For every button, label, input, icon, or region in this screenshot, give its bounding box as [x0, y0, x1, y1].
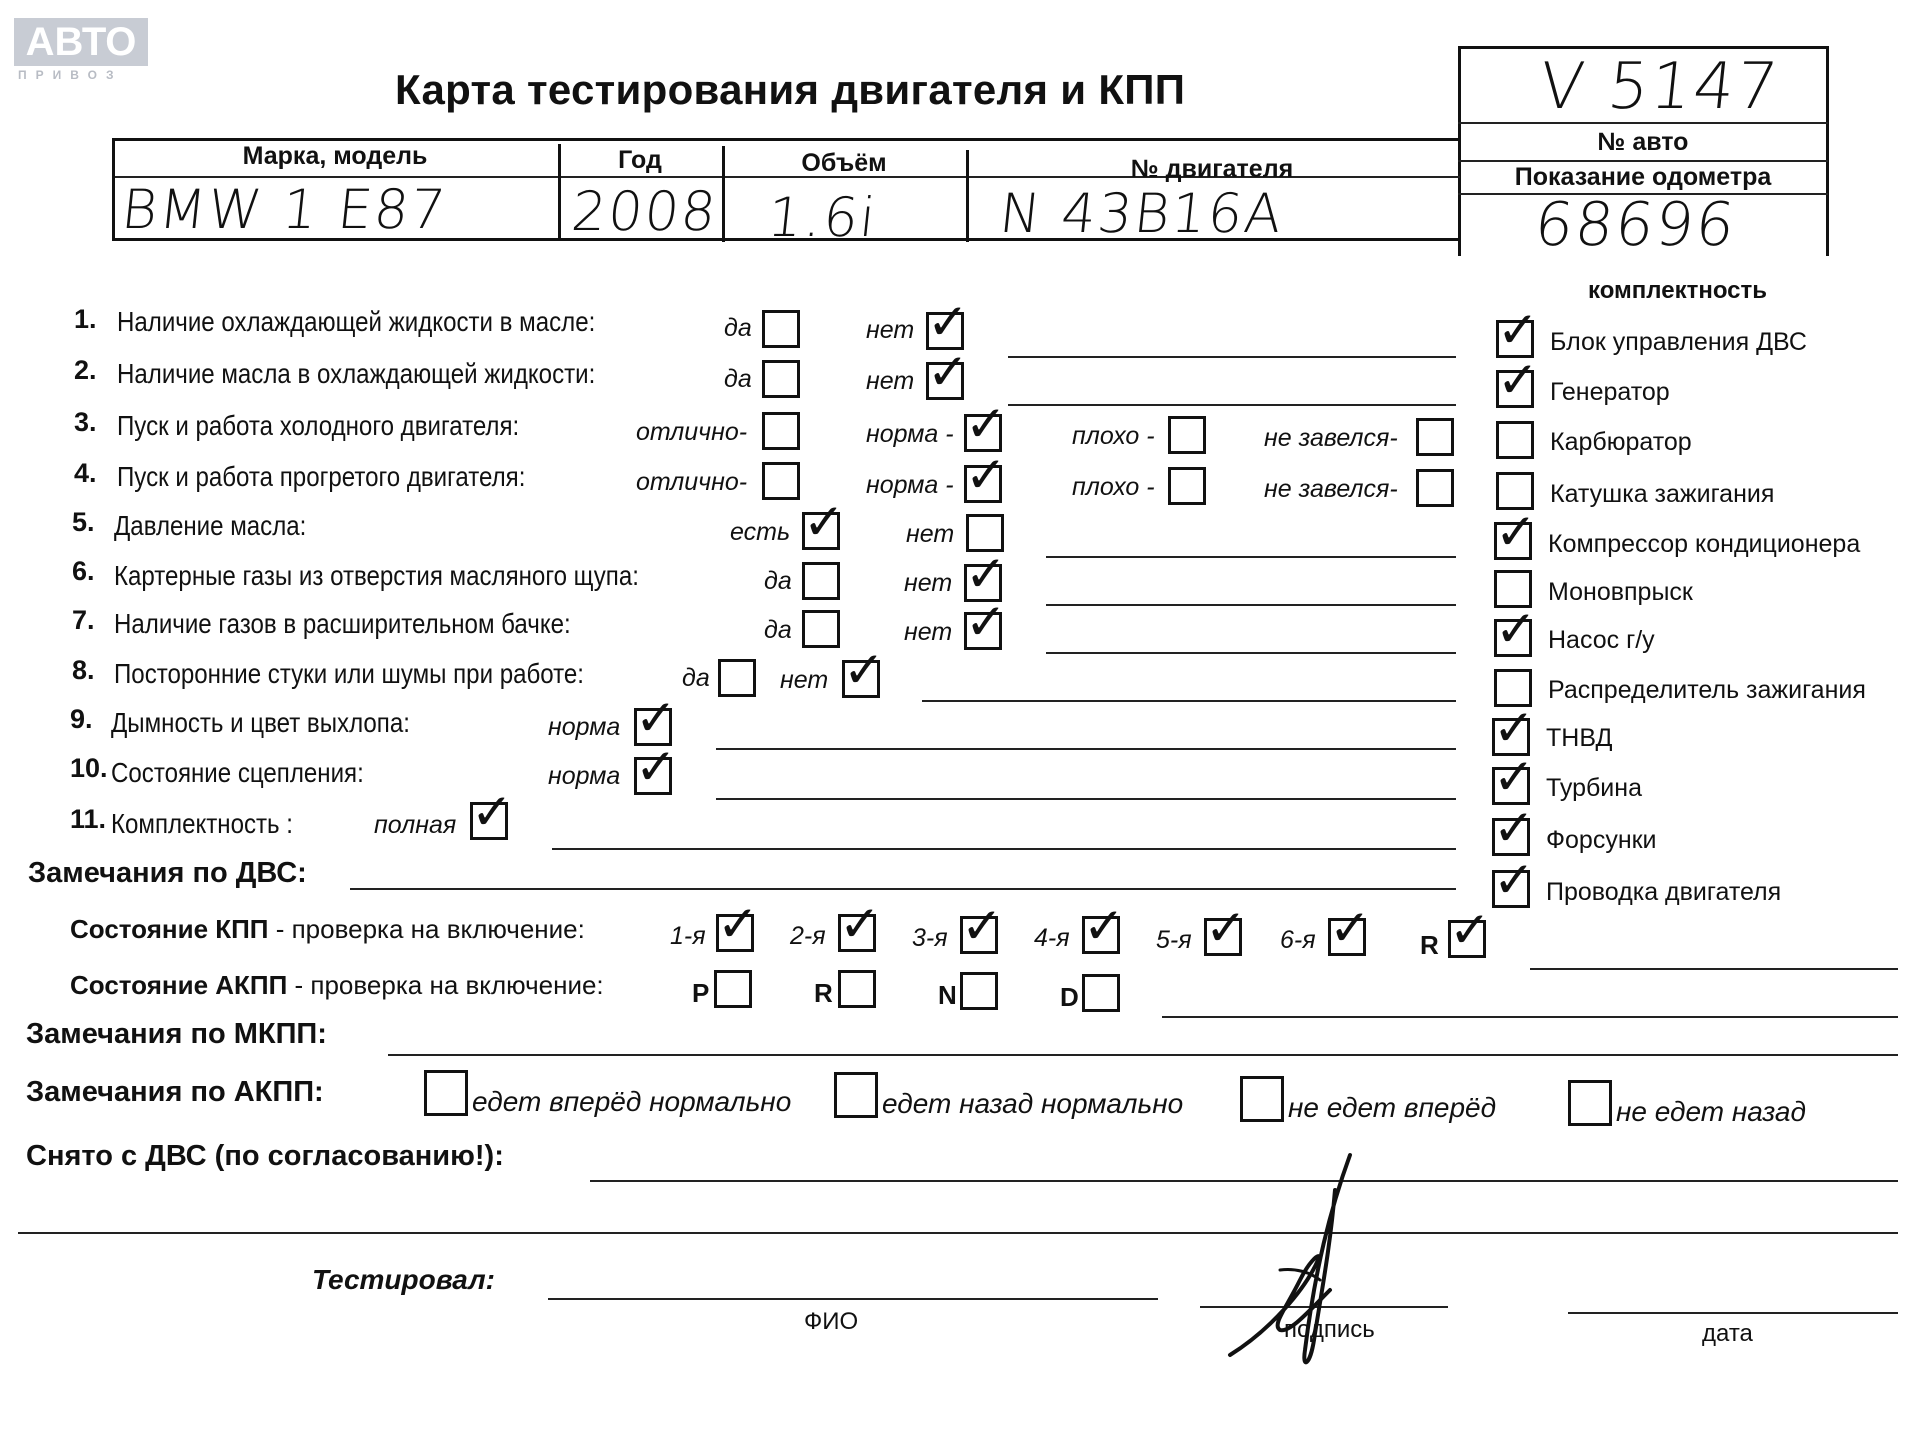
option-label: плохо - [1072, 422, 1155, 450]
kit-title: комплектность [1588, 277, 1768, 304]
question-text: Пуск и работа холодного двигателя: [117, 410, 520, 441]
gear-6-checkbox[interactable] [1328, 918, 1366, 956]
kit-checkbox[interactable] [1496, 370, 1534, 408]
question-number: 8. [72, 655, 95, 685]
question-number: 6. [72, 556, 95, 586]
akpp-option-label: не едет вперёд [1288, 1092, 1497, 1123]
engine-no-value: N 43B16A [996, 182, 1287, 245]
odometer-label: Показание одометра [1514, 163, 1772, 191]
col-volume: Объём [801, 149, 887, 177]
option-label: норма - [866, 420, 954, 448]
akpp-gear-label: P [692, 978, 710, 1008]
akpp-p-checkbox[interactable] [714, 970, 752, 1008]
remarks-akpp-label: Замечания по АКПП: [26, 1076, 324, 1108]
option-label: норма - [866, 471, 954, 499]
col-year: Год [618, 146, 662, 174]
gear-4-checkbox[interactable] [1082, 916, 1120, 954]
option-label: есть [730, 518, 791, 546]
q8-no-checkbox[interactable] [842, 660, 880, 698]
akpp-label [70, 970, 604, 1001]
akpp-n-checkbox[interactable] [960, 972, 998, 1010]
question-number: 4. [74, 458, 97, 488]
car-id-value: V 5147 [1536, 50, 1783, 124]
option-label: полная [374, 811, 457, 839]
question-number: 10. [70, 753, 108, 783]
q4-excellent-checkbox[interactable] [762, 462, 800, 500]
q1-yes-checkbox[interactable] [762, 310, 800, 348]
option-label: норма [548, 762, 621, 790]
q8-yes-checkbox[interactable] [718, 659, 756, 697]
kit-item-label: Форсунки [1546, 826, 1657, 854]
akpp-gear-label: R [814, 978, 833, 1008]
akpp-option-label: не едет назад [1616, 1096, 1806, 1127]
kit-item-label: Компрессор кондиционера [1548, 530, 1861, 558]
gear-1-checkbox[interactable] [716, 914, 754, 952]
signature-label: подпись [1284, 1316, 1375, 1343]
question-text: Наличие масла в охлаждающей жидкости: [117, 358, 596, 389]
akpp-forward-ok-checkbox[interactable] [424, 1070, 468, 1116]
kit-checkbox[interactable] [1496, 421, 1534, 459]
question-number: 3. [74, 407, 97, 437]
option-label: плохо - [1072, 473, 1155, 501]
question-text: Давление масла: [114, 510, 307, 541]
q3-excellent-checkbox[interactable] [762, 412, 800, 450]
kit-item-label: Проводка двигателя [1546, 878, 1782, 906]
col-make-model: Марка, модель [242, 142, 428, 170]
q4-no-start-checkbox[interactable] [1416, 469, 1454, 507]
kit-item-label: Карбюратор [1550, 428, 1692, 456]
akpp-r-checkbox[interactable] [838, 970, 876, 1008]
question-text: Картерные газы из отверстия масляного щупа: [114, 560, 639, 591]
option-label: нет [904, 618, 953, 646]
kit-item-label: Катушка зажигания [1550, 480, 1775, 508]
akpp-gear-label: N [938, 980, 957, 1010]
gear-label: 1-я [670, 922, 706, 950]
option-label: не завелся- [1264, 475, 1398, 503]
option-label: да [682, 664, 710, 692]
kit-item-label: Блок управления ДВС [1550, 328, 1807, 356]
gear-3-checkbox[interactable] [960, 916, 998, 954]
akpp-d-checkbox[interactable] [1082, 974, 1120, 1012]
option-label: нет [906, 520, 955, 548]
question-text: Посторонние стуки или шумы при работе: [114, 658, 585, 689]
gear-r-checkbox[interactable] [1448, 920, 1486, 958]
q7-yes-checkbox[interactable] [802, 610, 840, 648]
option-label: нет [866, 367, 915, 395]
year-value: 2008 [568, 180, 721, 243]
volume-value: 1.6i [764, 186, 881, 249]
option-label: отлично- [636, 468, 748, 496]
fio-label: ФИО [804, 1308, 859, 1335]
gear-label: R [1420, 930, 1439, 960]
question-text: Пуск и работа прогретого двигателя: [117, 461, 526, 492]
akpp-no-forward-checkbox[interactable] [1240, 1076, 1284, 1122]
q4-bad-checkbox[interactable] [1168, 467, 1206, 505]
option-label: не завелся- [1264, 424, 1398, 452]
kit-item-label: Турбина [1546, 774, 1642, 802]
kit-item-label: Генератор [1550, 378, 1670, 406]
removed-label: Снято с ДВС (по согласованию!): [26, 1140, 504, 1172]
q5-yes-checkbox[interactable] [802, 512, 840, 550]
kpp-label-bold: Состояние КПП [70, 914, 269, 944]
q10-normal-checkbox[interactable] [634, 757, 672, 795]
question-number: 1. [74, 304, 97, 334]
option-label: нет [780, 666, 829, 694]
question-text: Комплектность : [111, 808, 293, 839]
akpp-option-label: едет вперёд нормально [472, 1086, 792, 1117]
akpp-label-rest: - проверка на включение: [287, 970, 604, 1000]
akpp-option-label: едет назад нормально [882, 1088, 1184, 1119]
q6-yes-checkbox[interactable] [802, 562, 840, 600]
kit-item-label: Распределитель зажигания [1548, 676, 1866, 704]
akpp-backward-ok-checkbox[interactable] [834, 1072, 878, 1118]
akpp-gear-label: D [1060, 982, 1079, 1012]
gear-5-checkbox[interactable] [1204, 918, 1242, 956]
make-model-value: BMW 1 E87 [118, 178, 451, 241]
option-label: норма [548, 713, 621, 741]
kit-item-label: ТНВД [1546, 724, 1613, 752]
kit-checkbox[interactable] [1494, 619, 1532, 657]
odometer-value: 68696 [1531, 190, 1740, 260]
gear-label: 3-я [912, 924, 948, 952]
question-text: Наличие газов в расширительном бачке: [114, 608, 571, 639]
kit-checkbox[interactable] [1494, 522, 1532, 560]
col-engine-no: № двигателя [1130, 155, 1294, 183]
akpp-label-bold: Состояние АКПП [70, 970, 288, 1000]
date-label: дата [1702, 1320, 1753, 1347]
question-number: 5. [72, 507, 95, 537]
kpp-label [70, 914, 585, 945]
q4-normal-checkbox[interactable] [964, 465, 1002, 503]
logo-text: АВТО [25, 20, 137, 64]
gear-label: 6-я [1280, 926, 1316, 954]
akpp-no-backward-checkbox[interactable] [1568, 1080, 1612, 1126]
gear-label: 4-я [1034, 924, 1070, 952]
gear-label: 5-я [1156, 926, 1192, 954]
q7-no-checkbox[interactable] [964, 612, 1002, 650]
q3-no-start-checkbox[interactable] [1416, 418, 1454, 456]
kpp-label-rest: - проверка на включение: [268, 914, 585, 944]
q2-no-checkbox[interactable] [926, 362, 964, 400]
kit-item-label: Моновпрыск [1548, 578, 1693, 606]
gear-2-checkbox[interactable] [838, 914, 876, 952]
question-text: Наличие охлаждающей жидкости в масле: [117, 306, 596, 337]
question-number: 11. [70, 804, 107, 834]
kit-checkbox[interactable] [1492, 870, 1530, 908]
option-label: отлично- [636, 418, 748, 446]
remarks-dvs-label: Замечания по ДВС: [28, 857, 307, 889]
question-number: 2. [74, 355, 97, 385]
option-label: да [724, 314, 752, 342]
tested-label: Тестировал: [312, 1264, 495, 1295]
signature-mark [1210, 1150, 1390, 1380]
question-text: Состояние сцепления: [111, 757, 364, 788]
question-text: Дымность и цвет выхлопа: [111, 707, 410, 738]
page-title: Карта тестирования двигателя и КПП [395, 66, 1186, 113]
car-id-label: № авто [1597, 128, 1689, 156]
option-label: нет [866, 316, 915, 344]
q3-bad-checkbox[interactable] [1168, 416, 1206, 454]
logo [14, 18, 148, 66]
q11-full-checkbox[interactable] [470, 802, 508, 840]
option-label: да [764, 616, 792, 644]
kit-item-label: Насос г/у [1548, 626, 1655, 654]
gear-label: 2-я [790, 922, 826, 950]
option-label: да [724, 365, 752, 393]
q2-yes-checkbox[interactable] [762, 360, 800, 398]
question-number: 7. [72, 605, 95, 635]
logo-subtext: ПРИВОЗ [18, 68, 123, 82]
remarks-mkpp-label: Замечания по МКПП: [26, 1018, 327, 1050]
option-label: да [764, 567, 792, 595]
question-number: 9. [70, 704, 93, 734]
option-label: нет [904, 569, 953, 597]
